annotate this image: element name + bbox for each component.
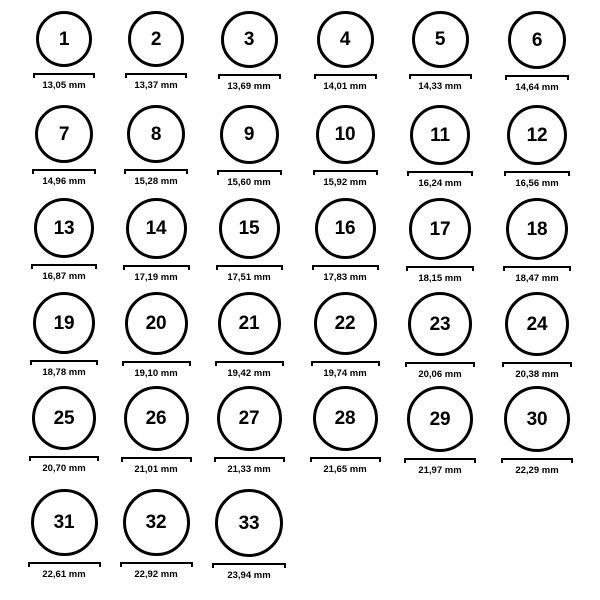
- diameter-label: 14,64 mm: [515, 82, 559, 93]
- ring-circle: [123, 489, 190, 556]
- ring-size-cell: [395, 198, 485, 284]
- ring-size-cell: [19, 386, 109, 474]
- diameter-bracket: [29, 456, 99, 461]
- ring-circle: [316, 105, 375, 164]
- ring-circle: [506, 198, 568, 260]
- diameter-bracket: [313, 170, 378, 175]
- diameter-label: 18,47 mm: [515, 273, 559, 284]
- ring-size-number: 10: [334, 124, 356, 145]
- ring-circle: [314, 292, 377, 355]
- ring-size-number: 14: [145, 218, 167, 239]
- ring-size-cell: [300, 11, 390, 92]
- diameter-bracket: [502, 362, 572, 367]
- ring-size-number: 29: [429, 408, 451, 430]
- diameter-bracket: [314, 74, 377, 79]
- ring-size-cell: [492, 11, 582, 93]
- diameter-bracket: [218, 74, 281, 79]
- ring-size-cell: [300, 386, 390, 475]
- ring-size-number: 31: [53, 512, 75, 533]
- ring-circle: [36, 11, 92, 67]
- ring-size-number: 1: [58, 28, 70, 50]
- diameter-label: 20,06 mm: [418, 369, 462, 380]
- ring-size-cell: [19, 292, 109, 378]
- diameter-bracket: [216, 265, 283, 270]
- diameter-bracket: [124, 169, 188, 174]
- diameter-label: 19,74 mm: [323, 368, 367, 379]
- diameter-label: 13,37 mm: [134, 80, 178, 91]
- diameter-label: 14,33 mm: [418, 81, 462, 92]
- ring-circle: [124, 386, 189, 451]
- diameter-label: 13,05 mm: [42, 80, 86, 91]
- ring-circle: [505, 292, 569, 356]
- diameter-label: 17,51 mm: [227, 272, 271, 283]
- ring-circle: [504, 386, 570, 452]
- diameter-bracket: [407, 171, 473, 176]
- ring-circle: [410, 105, 470, 165]
- ring-size-cell: [19, 105, 109, 187]
- diameter-bracket: [409, 74, 472, 79]
- ring-circle: [412, 11, 469, 68]
- ring-size-number: 9: [243, 124, 255, 145]
- ring-size-number: 8: [150, 123, 162, 145]
- ring-size-number: 4: [339, 29, 351, 50]
- ring-circle: [220, 105, 279, 164]
- ring-circle: [218, 292, 281, 355]
- diameter-label: 16,56 mm: [515, 178, 559, 189]
- ring-circle: [125, 292, 188, 355]
- diameter-bracket: [311, 361, 380, 366]
- diameter-label: 14,96 mm: [42, 176, 86, 187]
- ring-size-cell: [395, 105, 485, 189]
- ring-size-cell: [300, 292, 390, 379]
- diameter-label: 17,19 mm: [134, 272, 178, 283]
- diameter-bracket: [217, 170, 282, 175]
- diameter-label: 21,65 mm: [323, 464, 367, 475]
- ring-size-number: 16: [334, 218, 356, 239]
- ring-size-cell: [300, 198, 390, 283]
- diameter-bracket: [405, 362, 475, 367]
- diameter-bracket: [504, 171, 570, 176]
- diameter-bracket: [123, 265, 190, 270]
- ring-size-number: 32: [145, 512, 167, 533]
- diameter-label: 23,94 mm: [227, 570, 271, 581]
- ring-circle: [407, 386, 473, 452]
- diameter-label: 13,69 mm: [227, 81, 271, 92]
- ring-size-number: 22: [334, 313, 356, 334]
- diameter-bracket: [125, 73, 187, 78]
- diameter-bracket: [505, 75, 569, 80]
- ring-size-cell: [395, 11, 485, 92]
- diameter-label: 18,15 mm: [418, 273, 462, 284]
- ring-size-cell: [492, 198, 582, 284]
- diameter-label: 18,78 mm: [42, 367, 86, 378]
- ring-size-number: 25: [53, 407, 75, 429]
- diameter-label: 20,70 mm: [42, 463, 86, 474]
- diameter-bracket: [122, 361, 191, 366]
- ring-circle: [32, 386, 96, 450]
- diameter-bracket: [215, 361, 284, 366]
- ring-circle: [508, 11, 566, 69]
- ring-size-number: 19: [53, 312, 75, 334]
- ring-size-cell: [300, 105, 390, 188]
- ring-circle: [507, 105, 567, 165]
- ring-size-number: 3: [243, 29, 255, 50]
- diameter-bracket: [404, 458, 476, 463]
- ring-size-cell: [492, 386, 582, 476]
- diameter-label: 15,28 mm: [134, 176, 178, 187]
- ring-circle: [221, 11, 278, 68]
- ring-circle: [34, 198, 94, 258]
- ring-size-cell: [19, 489, 109, 580]
- ring-size-cell: [111, 292, 201, 379]
- ring-circle: [408, 292, 472, 356]
- ring-size-cell: [204, 386, 294, 475]
- ring-circle: [315, 198, 376, 259]
- ring-size-number: 17: [429, 218, 451, 240]
- ring-size-number: 7: [58, 123, 70, 145]
- diameter-label: 19,10 mm: [134, 368, 178, 379]
- ring-size-cell: [111, 11, 201, 91]
- ring-circle: [317, 11, 374, 68]
- ring-circle: [217, 386, 282, 451]
- diameter-label: 17,83 mm: [323, 272, 367, 283]
- diameter-bracket: [28, 562, 101, 567]
- diameter-bracket: [212, 563, 286, 568]
- diameter-label: 15,60 mm: [227, 177, 271, 188]
- ring-size-number: 11: [430, 124, 450, 146]
- ring-size-cell: [204, 105, 294, 188]
- diameter-bracket: [31, 264, 97, 269]
- diameter-label: 15,92 mm: [323, 177, 367, 188]
- diameter-label: 21,97 mm: [418, 465, 462, 476]
- ring-size-number: 27: [238, 408, 260, 429]
- diameter-bracket: [406, 266, 474, 271]
- ring-size-cell: [111, 386, 201, 475]
- ring-size-cell: [111, 198, 201, 283]
- diameter-bracket: [30, 360, 98, 365]
- ring-size-number: 18: [526, 218, 548, 240]
- ring-size-number: 28: [334, 408, 356, 429]
- ring-size-number: 5: [434, 29, 446, 50]
- ring-size-cell: [395, 292, 485, 380]
- diameter-label: 22,92 mm: [134, 569, 178, 580]
- ring-circle: [127, 105, 185, 163]
- diameter-label: 21,01 mm: [134, 464, 178, 475]
- ring-circle: [219, 198, 280, 259]
- diameter-label: 22,61 mm: [42, 569, 86, 580]
- diameter-label: 14,01 mm: [323, 81, 367, 92]
- ring-size-number: 15: [238, 218, 260, 239]
- ring-size-number: 24: [526, 313, 548, 335]
- ring-size-number: 21: [238, 313, 260, 334]
- ring-size-cell: [19, 11, 109, 91]
- ring-circle: [128, 11, 184, 67]
- ring-size-number: 13: [53, 217, 75, 239]
- ring-size-number: 12: [526, 124, 548, 146]
- ring-size-cell: [111, 489, 201, 580]
- ring-size-cell: [19, 198, 109, 282]
- ring-circle: [409, 198, 471, 260]
- ring-circle: [35, 105, 93, 163]
- ring-size-number: 33: [238, 512, 260, 534]
- diameter-label: 16,24 mm: [418, 178, 462, 189]
- diameter-bracket: [121, 457, 192, 462]
- ring-size-cell: [204, 198, 294, 283]
- ring-circle: [215, 489, 283, 557]
- diameter-bracket: [503, 266, 571, 271]
- diameter-bracket: [312, 265, 379, 270]
- ring-size-cell: [492, 105, 582, 189]
- ring-size-cell: [395, 386, 485, 476]
- ring-size-cell: [204, 489, 294, 581]
- diameter-bracket: [33, 73, 95, 78]
- ring-size-number: 20: [145, 313, 167, 334]
- ring-size-number: 2: [150, 28, 162, 50]
- diameter-label: 22,29 mm: [515, 465, 559, 476]
- diameter-bracket: [32, 169, 96, 174]
- diameter-label: 21,33 mm: [227, 464, 271, 475]
- diameter-label: 16,87 mm: [42, 271, 86, 282]
- ring-circle: [33, 292, 95, 354]
- ring-size-cell: [111, 105, 201, 187]
- diameter-bracket: [310, 457, 381, 462]
- ring-size-number: 30: [526, 408, 548, 430]
- diameter-bracket: [120, 562, 193, 567]
- ring-size-number: 26: [145, 408, 167, 429]
- ring-size-cell: [492, 292, 582, 380]
- ring-size-cell: [204, 11, 294, 92]
- ring-circle: [126, 198, 187, 259]
- diameter-bracket: [214, 457, 285, 462]
- ring-size-cell: [204, 292, 294, 379]
- diameter-bracket: [501, 458, 573, 463]
- ring-circle: [31, 489, 98, 556]
- ring-size-number: 6: [531, 29, 543, 51]
- ring-circle: [313, 386, 378, 451]
- ring-size-number: 23: [429, 313, 451, 335]
- diameter-label: 19,42 mm: [227, 368, 271, 379]
- diameter-label: 20,38 mm: [515, 369, 559, 380]
